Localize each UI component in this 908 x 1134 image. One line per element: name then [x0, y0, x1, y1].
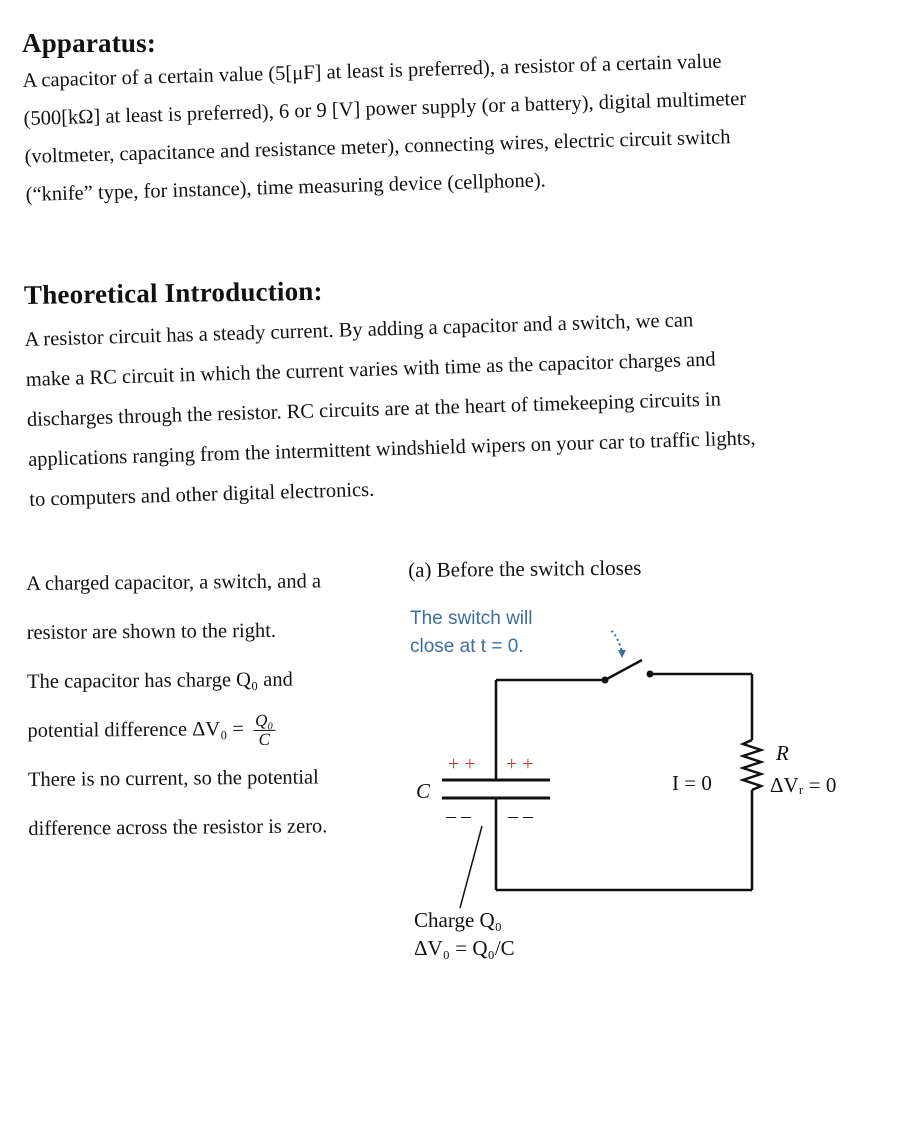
- switch-note-line: The switch will: [410, 608, 533, 629]
- plus-charges-left: + +: [448, 753, 476, 775]
- apparatus-paragraph: [22, 37, 906, 214]
- switch-pivot: [602, 677, 609, 684]
- description-line: difference across the resistor is zero.: [28, 815, 328, 840]
- label-capacitor: C: [416, 779, 431, 803]
- switch-blade: [605, 660, 642, 680]
- minus-charges-left: – –: [446, 805, 471, 827]
- label-current: I = 0: [672, 771, 712, 795]
- charge-pointer-line: [460, 826, 482, 908]
- label-resistor-voltage: ΔVᵣ = 0: [770, 773, 837, 797]
- resistor: [743, 740, 761, 790]
- minus-charges-right: – –: [508, 805, 533, 827]
- label-resistor: R: [776, 741, 789, 765]
- fraction-denominator: C: [258, 729, 271, 749]
- description-equation-text: potential difference ΔV₀ =: [27, 718, 245, 742]
- note-arrow: [585, 630, 622, 652]
- description-line: A charged capacitor, a switch, and a: [26, 570, 322, 595]
- description-line: There is no current, so the potential: [27, 766, 319, 791]
- theory-line: to computers and other digital electronics.: [29, 478, 375, 511]
- note-arrowhead: [618, 650, 626, 658]
- apparatus-line: (“knife” type, for instance), time measuring device (cellphone).: [25, 169, 547, 206]
- apparatus-line: (voltmeter, capacitance and resistance meter), connecting wires, electric circuit switch: [24, 126, 731, 168]
- charge-label-line: ΔV₀ = Q₀/C: [414, 936, 515, 960]
- description-line: The capacitor has charge Q₀ and: [26, 668, 293, 693]
- theory-line: applications ranging from the intermittent windshield wipers on your car to traffic lights,: [27, 427, 756, 471]
- apparatus-heading: Apparatus:: [22, 28, 157, 58]
- figure-title: (a) Before the switch closes: [408, 555, 642, 582]
- description-line-equation: [27, 704, 397, 756]
- switch-note-line: close at t = 0.: [410, 636, 524, 657]
- theory-line: make a RC circuit in which the current varies with time as the capacitor charges and: [25, 348, 716, 391]
- plus-charges-right: + +: [506, 753, 534, 775]
- theory-line: A resistor circuit has a steady current. By adding a capacitor and a switch, we can: [24, 309, 694, 351]
- apparatus-line: (500[kΩ] at least is preferred), 6 or 9 [V] power supply (or a battery), digital multimeter: [23, 87, 747, 130]
- figure-description: [26, 557, 399, 854]
- theory-heading: Theoretical Introduction:: [23, 275, 323, 310]
- apparatus-line: A capacitor of a certain value (5[μF] at least is preferred), a resistor of a certain value: [22, 50, 722, 92]
- fraction-numerator: Q₀: [253, 712, 275, 731]
- theory-paragraph: [24, 294, 890, 519]
- rc-circuit-diagram: [400, 630, 880, 910]
- charge-label: [414, 906, 515, 962]
- theory-line: discharges through the resistor. RC circuits are at the heart of timekeeping circuits in: [26, 388, 722, 431]
- description-line: resistor are shown to the right.: [26, 619, 277, 644]
- fraction: [253, 712, 276, 749]
- charge-label-line: Charge Q₀: [414, 908, 502, 932]
